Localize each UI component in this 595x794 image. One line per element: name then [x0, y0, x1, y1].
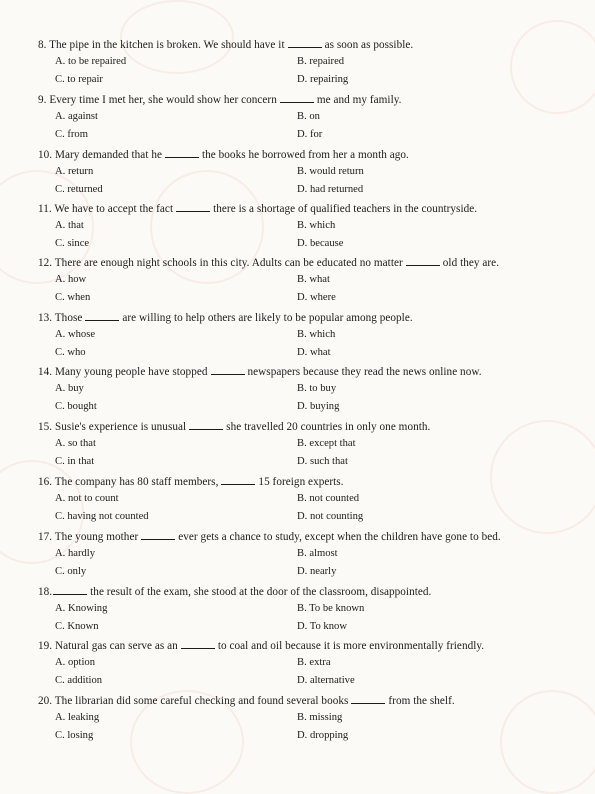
question-number: 8.: [38, 39, 47, 51]
question-number: 17.: [38, 531, 53, 543]
option-b[interactable]: B. would return: [297, 166, 364, 177]
option-b[interactable]: B. not counted: [297, 493, 360, 504]
question-text: We have to accept the fact: [54, 203, 174, 215]
question-number: 16.: [38, 476, 53, 488]
question-number: 12.: [38, 257, 53, 269]
question-text-end: old they are.: [442, 257, 500, 269]
question-stem: [38, 365, 588, 379]
option-d[interactable]: D. not counting: [297, 511, 364, 522]
option-d[interactable]: D. buying: [297, 401, 340, 412]
option-c[interactable]: C. only: [55, 566, 87, 577]
question-text: Many young people have stopped: [55, 366, 208, 378]
answer-blank: [211, 365, 245, 375]
option-a[interactable]: A. leaking: [55, 712, 100, 723]
option-a[interactable]: A. so that: [55, 438, 96, 449]
question-text: The company has 80 staff members,: [54, 476, 219, 488]
answer-blank: [165, 148, 199, 158]
option-a[interactable]: A. whose: [55, 329, 96, 340]
question-11: [0, 202, 595, 256]
question-text: The librarian did some careful checking and found several books: [54, 695, 349, 707]
option-a[interactable]: A. hardly: [55, 548, 96, 559]
question-number: 19.: [38, 640, 53, 652]
question-number: 9.: [38, 94, 47, 106]
question-stem: [38, 639, 588, 653]
option-c[interactable]: C. bought: [55, 401, 97, 412]
option-d[interactable]: D. nearly: [297, 566, 337, 577]
option-c[interactable]: C. addition: [55, 675, 103, 686]
question-stem: [38, 202, 588, 216]
option-a[interactable]: A. how: [55, 274, 87, 285]
question-text-end: she travelled 20 countries in only one month.: [226, 421, 431, 433]
answer-blank: [280, 93, 314, 103]
question-8: [0, 38, 595, 92]
question-text-end: the result of the exam, she stood at the door of the classroom, disappointed.: [90, 586, 432, 598]
question-10: [0, 148, 595, 202]
question-16: [0, 475, 595, 529]
option-d[interactable]: D. had returned: [297, 184, 364, 195]
question-stem: [38, 694, 588, 708]
question-stem: [38, 420, 588, 434]
answer-blank: [141, 530, 175, 540]
question-12: [0, 256, 595, 310]
question-number: 20.: [38, 695, 53, 707]
option-b[interactable]: B. on: [297, 111, 320, 122]
question-stem: [38, 475, 588, 489]
question-19: [0, 639, 595, 693]
option-b[interactable]: B. which: [297, 329, 336, 340]
question-text: Every time I met her, she would show her concern: [49, 94, 277, 106]
option-a[interactable]: A. option: [55, 657, 96, 668]
question-stem: [38, 148, 588, 162]
option-a[interactable]: A. to be repaired: [55, 56, 127, 67]
option-c[interactable]: C. who: [55, 347, 86, 358]
question-text-end: 15 foreign experts.: [258, 476, 344, 488]
question-number: 14.: [38, 366, 53, 378]
question-number: 13.: [38, 312, 53, 324]
question-13: [0, 311, 595, 365]
question-number: 11.: [38, 203, 52, 215]
option-d[interactable]: D. such that: [297, 456, 348, 467]
option-b[interactable]: B. except that: [297, 438, 356, 449]
option-a[interactable]: A. not to count: [55, 493, 119, 504]
question-text-end: as soon as possible.: [324, 39, 414, 51]
option-c[interactable]: C. having not counted: [55, 511, 149, 522]
option-d[interactable]: D. because: [297, 238, 344, 249]
answer-blank: [221, 475, 255, 485]
question-text-end: are willing to help others are likely to be popular among people.: [122, 312, 413, 324]
option-d[interactable]: D. where: [297, 292, 336, 303]
question-stem: [38, 256, 588, 270]
question-text: Mary demanded that he: [55, 149, 162, 161]
option-a[interactable]: A. Knowing: [55, 603, 108, 614]
question-stem: [38, 530, 588, 544]
option-c[interactable]: C. losing: [55, 730, 94, 741]
question-stem: [38, 93, 588, 107]
option-a[interactable]: A. buy: [55, 383, 84, 394]
option-c[interactable]: C. from: [55, 129, 88, 140]
option-b[interactable]: B. which: [297, 220, 336, 231]
question-stem: [38, 311, 588, 325]
option-b[interactable]: B. repaired: [297, 56, 345, 67]
option-c[interactable]: C. Known: [55, 621, 99, 632]
answer-blank: [288, 38, 322, 48]
option-b[interactable]: B. to buy: [297, 383, 337, 394]
question-text: Susie's experience is unusual: [55, 421, 187, 433]
answer-blank: [406, 256, 440, 266]
question-20: [0, 694, 595, 748]
question-number: 15.: [38, 421, 53, 433]
answer-blank: [351, 694, 385, 704]
answer-blank: [189, 420, 223, 430]
question-text-end: there is a shortage of qualified teachers in the countryside.: [213, 203, 478, 215]
answer-blank: [85, 311, 119, 321]
question-17: [0, 530, 595, 584]
question-number: 18.: [38, 586, 53, 598]
question-text: There are enough night schools in this city. Adults can be educated no matter: [54, 257, 403, 269]
question-text: The young mother: [54, 531, 139, 543]
option-d[interactable]: D. To know: [297, 621, 347, 632]
question-15: [0, 420, 595, 474]
option-a[interactable]: A. that: [55, 220, 84, 231]
question-text: The pipe in the kitchen is broken. We should have it: [49, 39, 285, 51]
question-text: Those: [54, 312, 83, 324]
question-text-end: me and my family.: [316, 94, 402, 106]
answer-blank: [53, 585, 87, 595]
option-d[interactable]: D. dropping: [297, 730, 349, 741]
question-text: Natural gas can serve as an: [55, 640, 178, 652]
option-c[interactable]: C. to repair: [55, 74, 103, 85]
answer-blank: [181, 639, 215, 649]
answer-blank: [176, 202, 210, 212]
option-d[interactable]: D. for: [297, 129, 323, 140]
option-c[interactable]: C. returned: [55, 184, 103, 195]
question-stem: [38, 38, 588, 52]
question-text-end: ever gets a chance to study, except when the children have gone to bed.: [178, 531, 501, 543]
option-b[interactable]: B. what: [297, 274, 330, 285]
option-c[interactable]: C. since: [55, 238, 90, 249]
question-text-end: from the shelf.: [388, 695, 455, 707]
option-d[interactable]: D. repairing: [297, 74, 349, 85]
option-b[interactable]: B. missing: [297, 712, 343, 723]
option-b[interactable]: B. To be known: [297, 603, 365, 614]
question-9: [0, 93, 595, 147]
option-d[interactable]: D. what: [297, 347, 331, 358]
option-a[interactable]: A. return: [55, 166, 94, 177]
question-14: [0, 365, 595, 419]
option-a[interactable]: A. against: [55, 111, 98, 122]
option-c[interactable]: C. in that: [55, 456, 95, 467]
question-text-end: the books he borrowed from her a month ago.: [201, 149, 409, 161]
option-b[interactable]: B. extra: [297, 657, 331, 668]
question-text-end: to coal and oil because it is more environmentally friendly.: [217, 640, 485, 652]
option-c[interactable]: C. when: [55, 292, 91, 303]
option-d[interactable]: D. alternative: [297, 675, 355, 686]
question-number: 10.: [38, 149, 53, 161]
question-text-end: newspapers because they read the news online now.: [247, 366, 482, 378]
option-b[interactable]: B. almost: [297, 548, 338, 559]
question-18: [0, 585, 595, 639]
question-stem: [38, 585, 588, 599]
